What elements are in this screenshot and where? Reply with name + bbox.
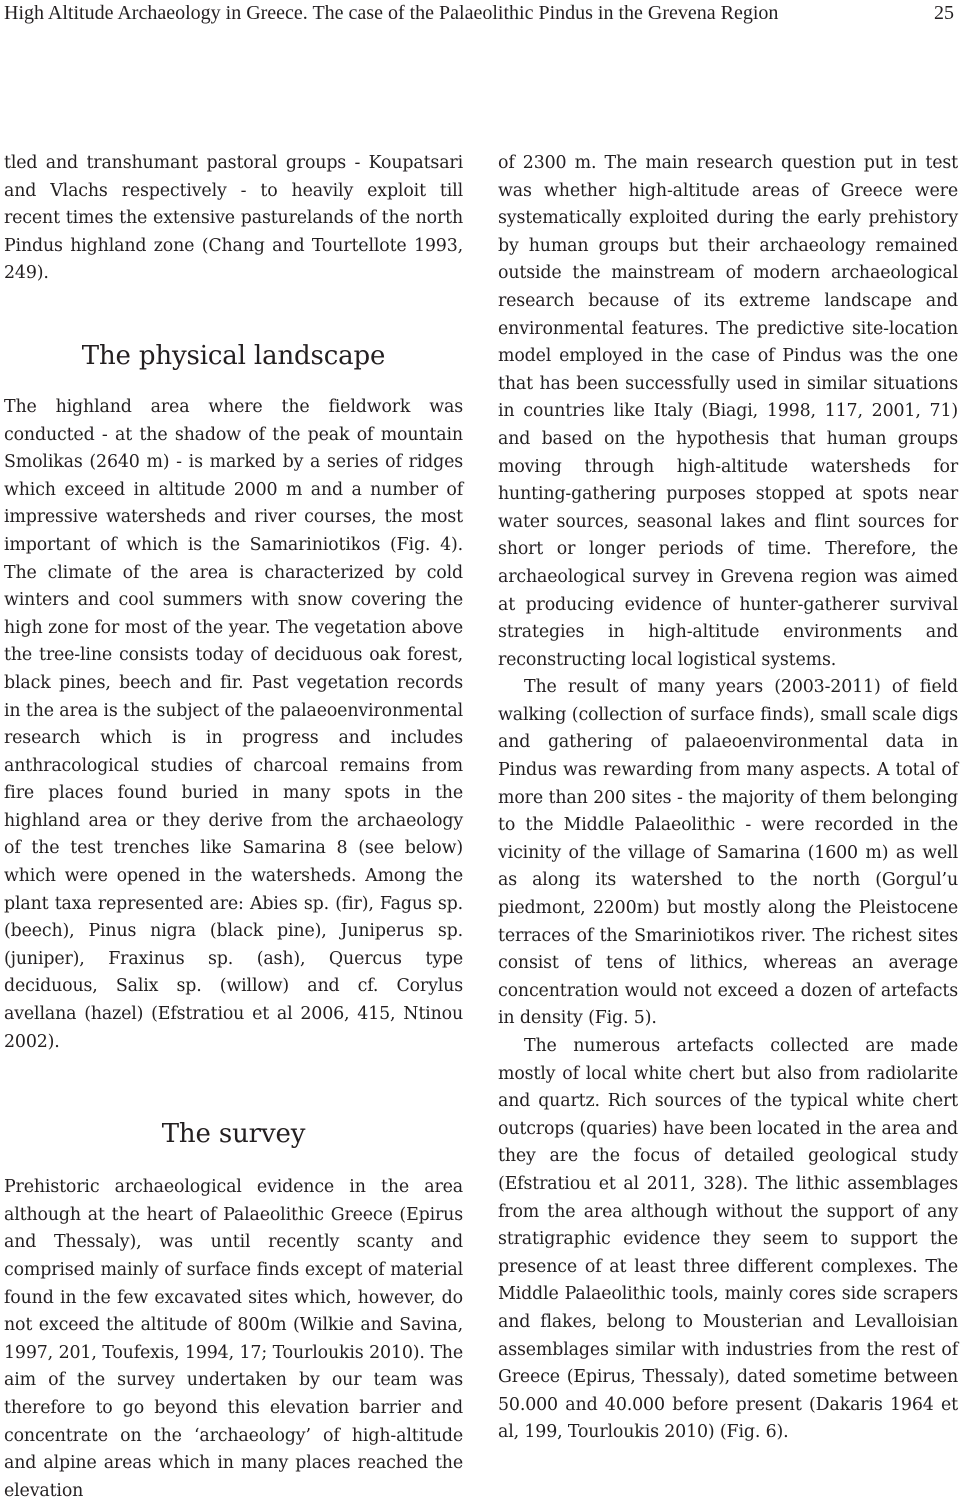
research-question-paragraph: of 2300 m. The main research question put in test was whether high-altitude areas of Greece were systematically exploited during the early prehistory by human groups but their archaeology remained outside the mainstream of modern archaeological research because of its extreme landscape and environmental features. The predictive site-location model employed in the case of Pindus was the one that has been successfully used in similar situations in countries like Italy (Biagi, 1998, 117, 2001, 71) and based on the hypothesis that human groups moving through high-altitude watersheds for hunting-gathering purposes stopped at spots near water sources, seasonal lakes and flint sources for short or longer periods of time. Therefore, the archaeological survey in Grevena region was aimed at producing evidence of hunter-gatherer survival strategies in high-altitude environments and reconstructing local logistical systems. [498, 153, 958, 670]
right-column [498, 150, 958, 1447]
survey-results-paragraph: The result of many years (2003-2011) of field walking (collection of surface finds), small scale digs and gathering of palaeoenvironmental data in Pindus was rewarding from many aspects. A total of more than 200 sites - the majority of them belonging to the Middle Palaeolithic - were recorded in the vicinity of the village of Samarina (1600 m) as well as along its watershed to the north (Gorgul’u piedmont, 2200m) but mostly along the Pleistocene terraces of the Smariniotikos river. The richest sites consist of tens of lithics, whereas an average concentration would not exceed a dozen of artefacts in density (Fig. 5). [498, 677, 958, 1029]
page-number: 25 [934, 2, 954, 24]
running-header [4, 0, 954, 28]
artefacts-paragraph: The numerous artefacts collected are made mostly of local white chert but also from radiolarite and quartz. Rich sources of the typical white chert outcrops (quaries) have been located in the area and they are the focus of detailed geological study (Efstratiou et al 2011, 328). The lithic assemblages from the area although without the support of any stratigraphic evidence they seem to support the presence of at least three different complexes. The Middle Palaeolithic tools, mainly cores side scrapers and flakes, belong to Mousterian and Levalloisian assemblages similar with industries from the rest of Greece (Epirus, Thessaly), dated sometime between 50.000 and 40.000 before present (Dakaris 1964 et al, 199, Tourloukis 2010) (Fig. 6). [498, 1036, 958, 1443]
survey-paragraph: Prehistoric archaeological evidence in the area although at the heart of Palaeolithic Greece (Epirus and Thessaly), was until recently scanty and comprised mainly of surface finds except of material found in the few excavated sites which, however, do not exceed the altitude of 800m (Wilkie and Savina, 1997, 201, Toufexis, 1994, 17; Tourloukis 2010). The aim of the survey undertaken by our team was therefore to go beyond this elevation barrier and concentrate on the ‘archaeology’ of high-altitude and alpine areas which in many places reached the elevation [4, 1177, 463, 1501]
left-column [4, 150, 463, 1505]
landscape-paragraph: The highland area where the fieldwork was conducted - at the shadow of the peak of mountain Smolikas (2640 m) - is marked by a series of ridges which exceed in altitude 2000 m and a number of impressive watersheds and river courses, the most important of which is the Samariniotikos (Fig. 4). The climate of the area is characterized by cold winters and cool summers with snow covering the high zone for most of the year. The vegetation above the tree-line consists today of deciduous oak forest, black pines, beech and fir. Past vegetation records in the area is the subject of the palaeoenvironmental research which is in progress and includes anthracological studies of charcoal remains from fire places found buried in many spots in the highland area or they derive from the archaeology of the test trenches like Samarina 8 (see below) which were opened in the watersheds. Among the plant taxa represented are: Abies sp. (fir), Fagus sp. (beech), Pinus nigra (black pine), Juniperus sp. (juniper), Fraxinus sp. (ash), Quercus type deciduous, Salix sp. (willow) and cf. Corylus avellana (hazel) (Efstratiou et al 2006, 415, Ntinou 2002). [4, 396, 463, 1052]
running-title: High Altitude Archaeology in Greece. The case of the Palaeolithic Pindus in the Grevena Region [4, 2, 779, 24]
intro-paragraph: tled and transhumant pastoral groups - Koupatsari and Vlachs respectively - to heavily exploit till recent times the extensive pasturelands of the north Pindus highland zone (Chang and Tourtellote 1993, 249). [4, 153, 463, 284]
section-heading-survey: The survey [161, 1119, 306, 1150]
section-heading-physical-landscape: The physical landscape [81, 340, 386, 371]
